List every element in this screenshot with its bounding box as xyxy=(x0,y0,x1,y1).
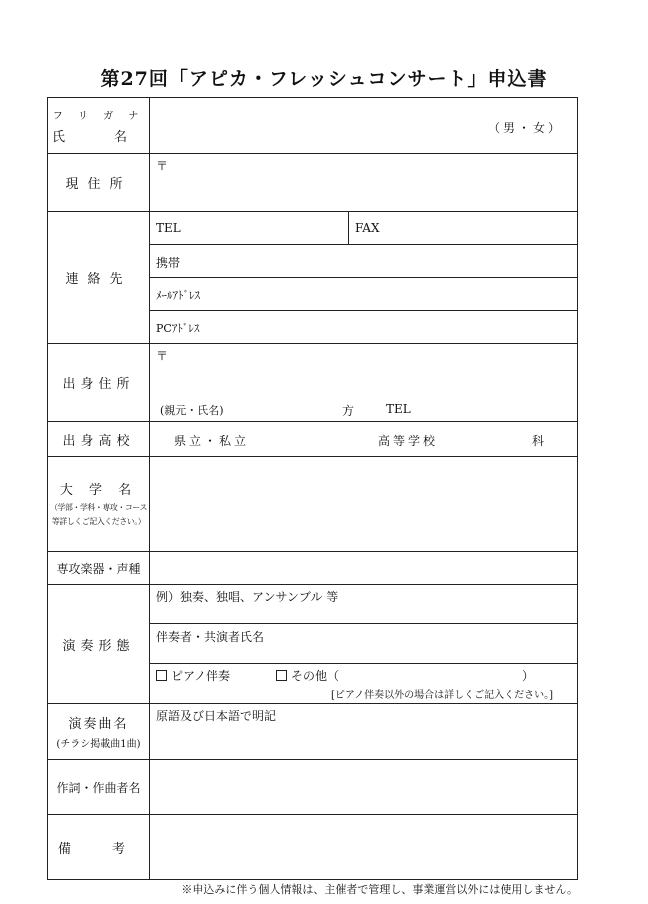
accompanist-label: 伴奏者・共演者氏名 xyxy=(156,630,265,644)
performance-label-cell xyxy=(48,585,150,704)
address-label: 現住所 xyxy=(65,177,132,192)
piece-row xyxy=(48,704,578,760)
performance-example: 例）独奏、独唱、アンサンブル 等 xyxy=(156,590,339,604)
highschool-field[interactable] xyxy=(150,422,578,457)
mobile-label: 携帯 xyxy=(156,256,181,270)
other-label: その他（ xyxy=(291,669,340,683)
privacy-notice: ※申込みに伴う個人情報は、主催者で管理し、事業運営以外には使用しません。 xyxy=(181,883,578,896)
university-label: 大 学 名 xyxy=(59,483,138,498)
composer-label: 作詞・作曲者名 xyxy=(56,780,141,795)
accompanist-field[interactable] xyxy=(150,624,578,664)
application-form-table xyxy=(47,97,578,880)
highschool-row xyxy=(48,422,578,457)
piece-label-cell xyxy=(48,704,150,760)
remarks-field[interactable] xyxy=(150,815,578,880)
hometown-tel-label: TEL xyxy=(386,402,411,416)
other-option[interactable] xyxy=(276,667,339,684)
furigana-label: フ リ ガ ナ xyxy=(52,110,145,122)
performance-row-example xyxy=(48,585,578,624)
piece-field[interactable] xyxy=(150,704,578,760)
address-row xyxy=(48,154,578,212)
name-label-cell xyxy=(48,98,150,154)
fax-field[interactable] xyxy=(349,212,577,244)
postal-mark: 〒 xyxy=(156,159,169,173)
pref-choice[interactable]: 県立・私立 xyxy=(174,434,250,448)
instrument-label: 専攻楽器・声種 xyxy=(56,561,141,576)
accompaniment-field xyxy=(150,664,578,704)
university-field[interactable] xyxy=(150,457,578,552)
university-note-1: （学部・学科・専攻・コース xyxy=(49,503,148,512)
school-suffix: 高等学校 xyxy=(378,434,439,448)
other-close: ） xyxy=(522,669,535,683)
hometown-row xyxy=(48,344,578,422)
contact-row-tel xyxy=(48,212,578,245)
name-label: 氏 名 xyxy=(51,129,145,145)
name-row xyxy=(48,98,578,154)
piece-label: 演奏曲名 xyxy=(68,717,129,732)
piece-note: 原語及び日本語で明記 xyxy=(156,709,277,723)
piano-label: ピアノ伴奏 xyxy=(171,669,231,683)
pc-mail-label: PCｱﾄﾞﾚｽ xyxy=(156,322,200,335)
hometown-label-cell xyxy=(48,344,150,422)
mobile-field[interactable] xyxy=(150,245,578,278)
mail-label: ﾒｰﾙｱﾄﾞﾚｽ xyxy=(156,289,200,302)
honorific-label: 方 xyxy=(342,404,355,418)
university-row xyxy=(48,457,578,552)
tel-fax-cell xyxy=(150,212,578,245)
guardian-label: (親元・氏名) xyxy=(160,404,224,417)
highschool-label-cell xyxy=(48,422,150,457)
university-label-cell xyxy=(48,457,150,552)
instrument-field[interactable] xyxy=(150,552,578,585)
tel-label: TEL xyxy=(156,221,181,235)
instrument-row xyxy=(48,552,578,585)
hometown-field[interactable] xyxy=(150,344,578,422)
composer-field[interactable] xyxy=(150,760,578,815)
contact-label-cell xyxy=(48,212,150,344)
performance-label: 演奏形態 xyxy=(62,638,135,654)
accompaniment-note: [ピアノ伴奏以外の場合は詳しくご記入ください。] xyxy=(330,690,553,701)
remarks-label-cell xyxy=(48,815,150,880)
hometown-label: 出身住所 xyxy=(62,377,135,392)
contact-label: 連絡先 xyxy=(65,272,132,287)
course-suffix: 科 xyxy=(532,434,545,448)
hometown-postal-mark: 〒 xyxy=(156,349,169,363)
pc-mail-field[interactable] xyxy=(150,311,578,344)
mail-field[interactable] xyxy=(150,278,578,311)
composer-label-cell xyxy=(48,760,150,815)
performance-type-field[interactable] xyxy=(150,585,578,624)
form-title: 第27回「アピカ・フレッシュコンサート」申込書 xyxy=(100,68,548,90)
composer-row xyxy=(48,760,578,815)
remarks-row xyxy=(48,815,578,880)
address-label-cell xyxy=(48,154,150,212)
instrument-label-cell xyxy=(48,552,150,585)
name-field[interactable] xyxy=(150,98,578,154)
university-note-2: 等詳しくご記入ください。） xyxy=(51,517,146,526)
tel-field[interactable] xyxy=(150,212,349,244)
piano-checkbox[interactable] xyxy=(156,670,167,681)
address-field[interactable] xyxy=(150,154,578,212)
piano-option[interactable] xyxy=(156,667,230,684)
piece-sublabel: (チラシ掲載曲1曲) xyxy=(56,739,141,750)
remarks-label: 備 考 xyxy=(57,841,139,857)
highschool-label: 出身高校 xyxy=(62,433,135,449)
gender-choice[interactable]: （男・女） xyxy=(487,121,563,135)
other-checkbox[interactable] xyxy=(276,670,287,681)
fax-label: FAX xyxy=(355,221,380,235)
